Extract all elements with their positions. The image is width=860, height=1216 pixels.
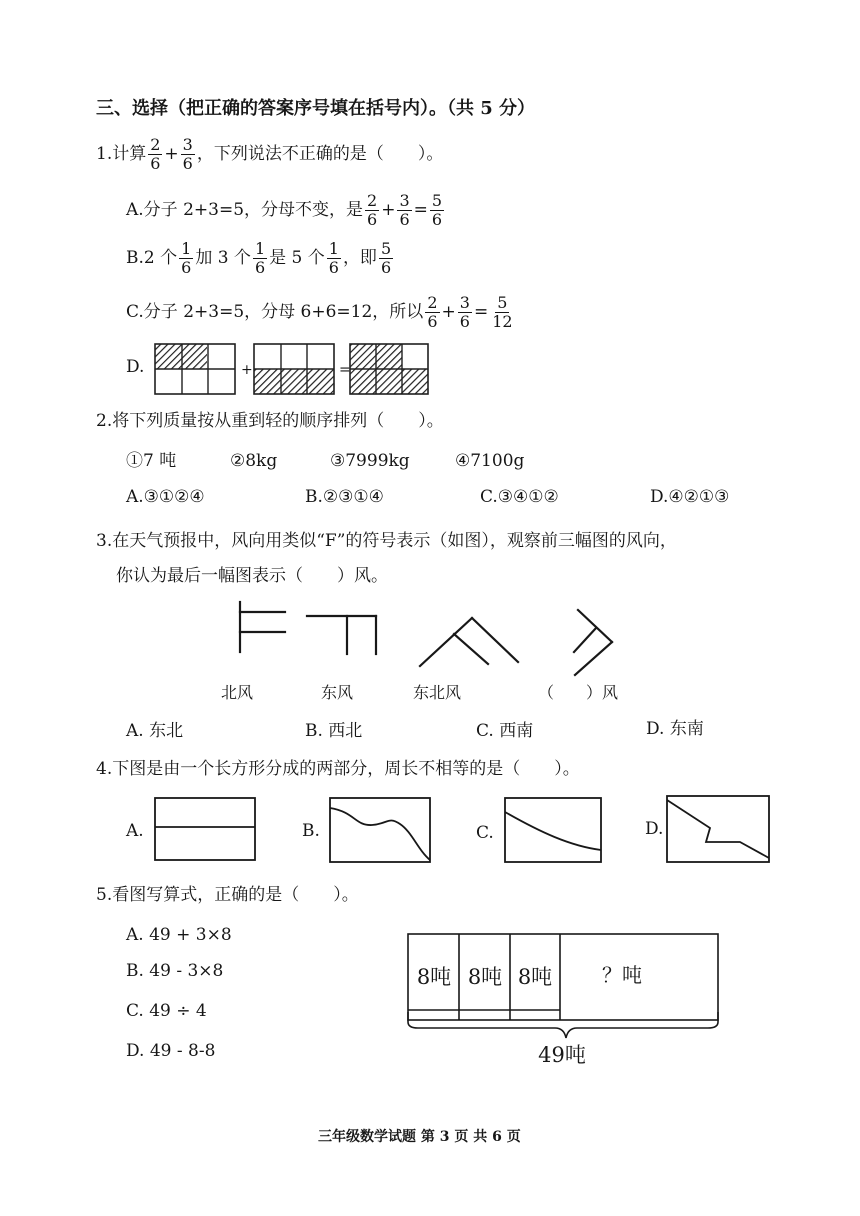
q1-lead: 1.计算 — [96, 144, 147, 164]
q1-option-a — [126, 188, 446, 232]
wind-label-east: 东风 — [321, 683, 354, 702]
plus-sign: + — [441, 302, 456, 322]
bar-model-diagram — [400, 926, 730, 1072]
fraction: $\frac{5}{12}$ — [492, 292, 513, 331]
question-5-stem: 5.看图写算式，正确的是（ ）。 — [96, 885, 359, 905]
question-1-stem — [96, 132, 443, 176]
q4-label-c: C. — [476, 823, 494, 843]
q4-label-a: A. — [126, 821, 144, 841]
q1-b-text: B.2 个 — [126, 248, 178, 268]
section-title: 三、选择（把正确的答案序号填在括号内）。（共 5 分） — [96, 98, 536, 119]
q1-b-text: 是 5 个 — [269, 248, 325, 268]
q4-label-b: B. — [302, 821, 320, 841]
q3-option-b: B. 西北 — [305, 721, 363, 741]
figure-b — [330, 798, 430, 862]
q1-a-text: A.分子 2+3=5，分母不变，是 — [126, 200, 364, 220]
fraction: $\frac{1}{6}$ — [254, 238, 266, 277]
q3-option-c: C. 西南 — [476, 721, 534, 741]
wind-symbol-north — [240, 602, 285, 652]
equals-sign: = — [413, 200, 428, 220]
grid-equals-sign: = — [339, 362, 351, 378]
q1-option-c — [126, 290, 517, 334]
total-label: 49吨 — [538, 1043, 586, 1067]
fraction-grid-diagram — [150, 340, 440, 398]
q3-option-a: A. 东北 — [126, 721, 184, 741]
grid-five-twelfths — [350, 344, 428, 394]
fraction: $\frac{1}{6}$ — [328, 238, 339, 277]
fraction: $\frac{3}{6}$ — [399, 190, 410, 229]
page-footer: 三年级数学试题 第 3 页 共 6 页 — [318, 1129, 521, 1145]
wind-symbol-northeast — [420, 618, 518, 666]
q2-option-a: A.③①②④ — [126, 487, 205, 507]
wind-symbol-unknown — [574, 610, 612, 675]
fraction: $\frac{5}{6}$ — [380, 238, 392, 277]
box-label-unknown: ？吨 — [602, 963, 642, 987]
fraction-2-6: $\frac{2}{6}$ — [150, 134, 161, 173]
question-2-stem: 2.将下列质量按从重到轻的顺序排列（ ）。 — [96, 411, 444, 431]
q2-option-c: C.③④①② — [480, 487, 559, 507]
question-3-stem-line2: 你认为最后一幅图表示（ ）风。 — [116, 566, 388, 586]
q1-c-text: C.分子 2+3=5，分母 6+6=12，所以 — [126, 302, 424, 322]
fraction: $\frac{2}{6}$ — [367, 190, 378, 229]
plus-sign: + — [164, 144, 179, 164]
fraction: $\frac{2}{6}$ — [427, 292, 438, 331]
q2-option-d: D.④②①③ — [650, 487, 730, 507]
q5-option-b: B. 49 - 3×8 — [126, 961, 224, 981]
fraction: $\frac{3}{6}$ — [459, 292, 470, 331]
rectangle-split-figures — [150, 790, 780, 870]
q1-b-text: ，即 — [342, 248, 377, 268]
q5-option-d: D. 49 - 8-8 — [126, 1041, 216, 1061]
figure-c — [505, 798, 601, 862]
q5-option-a: A. 49 + 3×8 — [126, 925, 232, 945]
wind-symbol-east — [307, 616, 376, 654]
wind-label-north: 北风 — [221, 683, 254, 702]
fraction-3-6: $\frac{3}{6}$ — [182, 134, 193, 173]
figure-d — [667, 796, 769, 862]
q3-option-d: D. 东南 — [646, 719, 704, 739]
q2-item-1: ①7 吨 — [126, 451, 177, 471]
figure-a — [155, 798, 255, 860]
equals-sign: = — [473, 302, 489, 322]
grid-two-sixths — [155, 344, 235, 394]
q2-item-3: ③7999kg — [330, 451, 410, 471]
wind-symbols-diagram — [200, 590, 640, 680]
fraction: $\frac{5}{6}$ — [431, 190, 443, 229]
question-3-stem-line1: 3.在天气预报中，风向用类似“F”的符号表示（如图），观察前三幅图的风向， — [96, 531, 677, 551]
q5-option-c: C. 49 ÷ 4 — [126, 1001, 207, 1021]
q2-item-4: ④7100g — [455, 451, 525, 471]
box-label-1: 8吨 — [416, 965, 452, 989]
box-label-2: 8吨 — [467, 965, 503, 989]
grid-plus-sign: + — [241, 362, 253, 378]
wind-label-northeast: 东北风 — [413, 683, 462, 702]
plus-sign: + — [381, 200, 396, 220]
q2-item-2: ②8kg — [230, 451, 278, 471]
q1-rest: ，下列说法不正确的是（ ）。 — [196, 144, 444, 164]
box-label-3: 8吨 — [517, 965, 553, 989]
wind-label-unknown: （ ）风 — [538, 683, 619, 702]
q2-option-b: B.②③①④ — [305, 487, 384, 507]
q1-d-label: D. — [126, 357, 145, 377]
question-4-stem: 4.下图是由一个长方形分成的两部分，周长不相等的是（ ）。 — [96, 759, 580, 779]
q1-option-b — [126, 236, 395, 280]
grid-three-sixths — [254, 344, 334, 394]
q1-b-text: 加 3 个 — [195, 248, 251, 268]
q4-label-d: D. — [645, 819, 664, 839]
fraction: $\frac{1}{6}$ — [181, 238, 192, 277]
